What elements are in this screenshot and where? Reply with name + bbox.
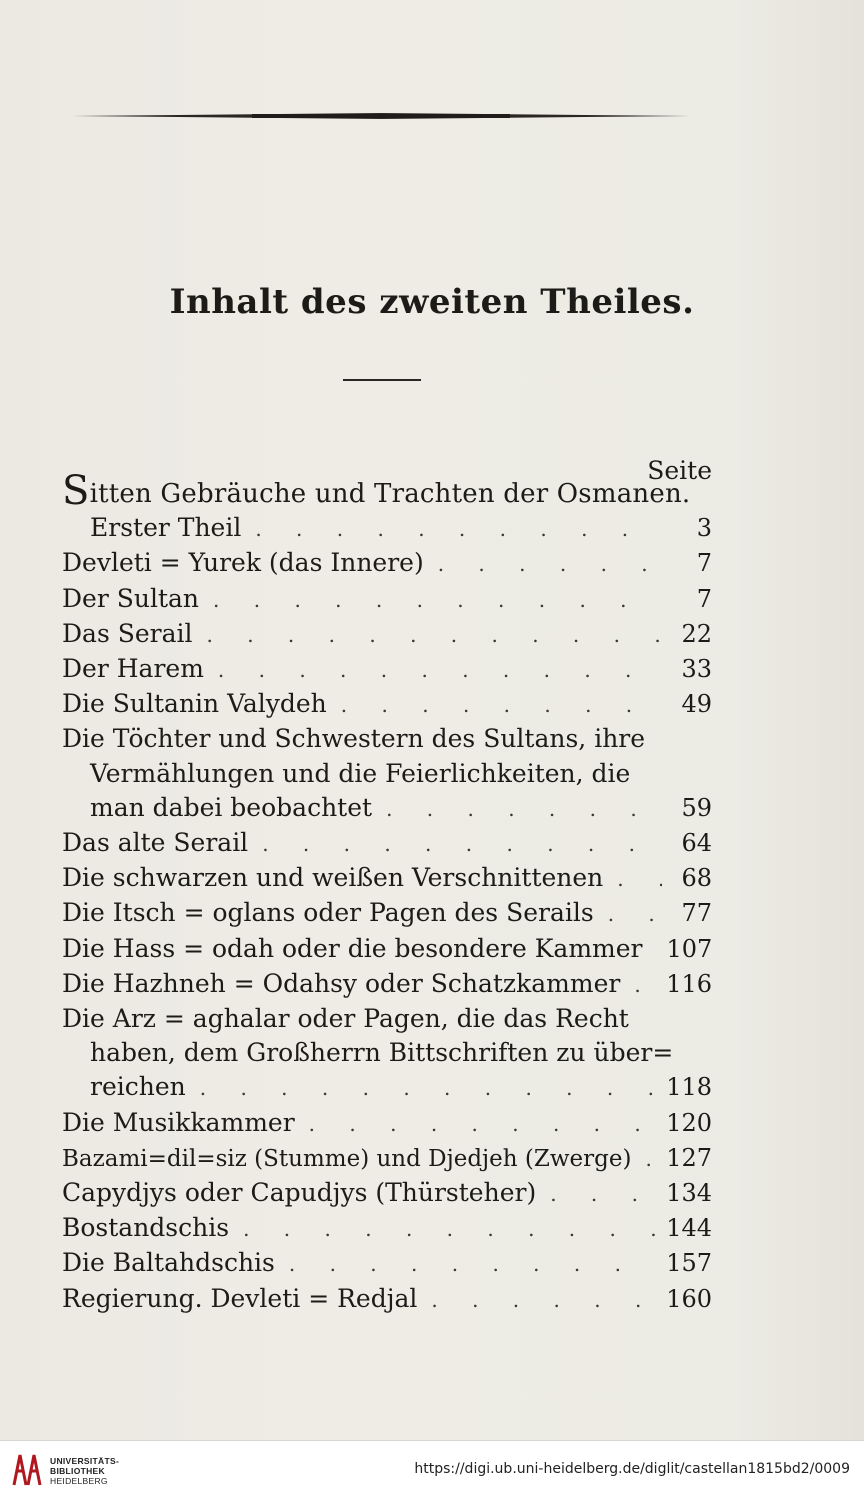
heidelberg-library-logo-icon[interactable] (10, 1451, 44, 1489)
toc-entry-line: Die Arz = aghalar oder Pagen, die das Recht (62, 1004, 629, 1034)
permalink-url[interactable]: https://digi.ub.uni-heidelberg.de/diglit/castellan1815bd2/0009 (414, 1461, 850, 1477)
ornamental-rule (72, 112, 690, 120)
toc-entry[interactable]: Der Harem . . . 33 (62, 652, 712, 687)
toc-entry[interactable]: man dabei beobachtet . . . 59 (62, 791, 712, 826)
toc-entry[interactable]: Die Itsch = oglans oder Pagen des Serails . . . 77 (62, 896, 712, 931)
toc-entry[interactable]: Bostandschis . . . 144 (62, 1211, 712, 1246)
toc-entry[interactable]: Capydjys oder Capudjys (Thürsteher) . . . 134 (62, 1176, 712, 1211)
toc-entry-line: Vermählungen und die Feierlichkeiten, die (90, 758, 631, 788)
toc-entry[interactable]: Die schwarzen und weißen Verschnittenen . . . 68 (62, 861, 712, 896)
toc-entry-line: Die Töchter und Schwestern des Sultans, ihre (62, 724, 646, 754)
toc-entry[interactable]: Regierung. Devleti = Redjal . . . 160 (62, 1282, 712, 1317)
toc-entry[interactable]: Das Serail . . . 22 (62, 617, 712, 652)
toc-entry[interactable]: Das alte Serail . . . 64 (62, 826, 712, 861)
toc-entry[interactable]: Bazami=dil=siz (Stumme) und Djedjeh (Zwerge) . . . 127 (62, 1141, 712, 1176)
title-divider (343, 379, 421, 381)
toc-entry[interactable]: Die Hass = odah oder die besondere Kammer 107 (62, 933, 713, 963)
toc-entry[interactable]: Devleti = Yurek (das Innere) . . . 7 (62, 546, 712, 581)
library-name[interactable]: UNIVERSITÄTS- BIBLIOTHEK HEIDELBERG (50, 1456, 120, 1486)
toc-entry[interactable]: Die Baltahdschis . . . 157 (62, 1246, 712, 1281)
toc-entry[interactable]: Die Sultanin Valydeh . . . 49 (62, 687, 712, 722)
section-heading: Sitten Gebräuche und Trachten der Osmanen. (62, 468, 691, 514)
toc-entry[interactable]: Der Sultan . . . 7 (62, 582, 712, 617)
toc-entry[interactable]: Die Hazhneh = Odahsy oder Schatzkammer . . . 116 (62, 967, 712, 1002)
page-title: Inhalt des zweiten Theiles. (169, 282, 695, 322)
toc-entry[interactable]: reichen . . . 118 (62, 1070, 712, 1105)
toc-entry[interactable]: Erster Theil . . . 3 (62, 511, 712, 546)
page-column-header: Seite (647, 456, 712, 485)
viewer-footer (0, 1440, 864, 1503)
toc-entry[interactable]: Die Musikkammer . . . 120 (62, 1106, 712, 1141)
toc-entry-line: haben, dem Großherrn Bittschriften zu über= (90, 1038, 674, 1068)
